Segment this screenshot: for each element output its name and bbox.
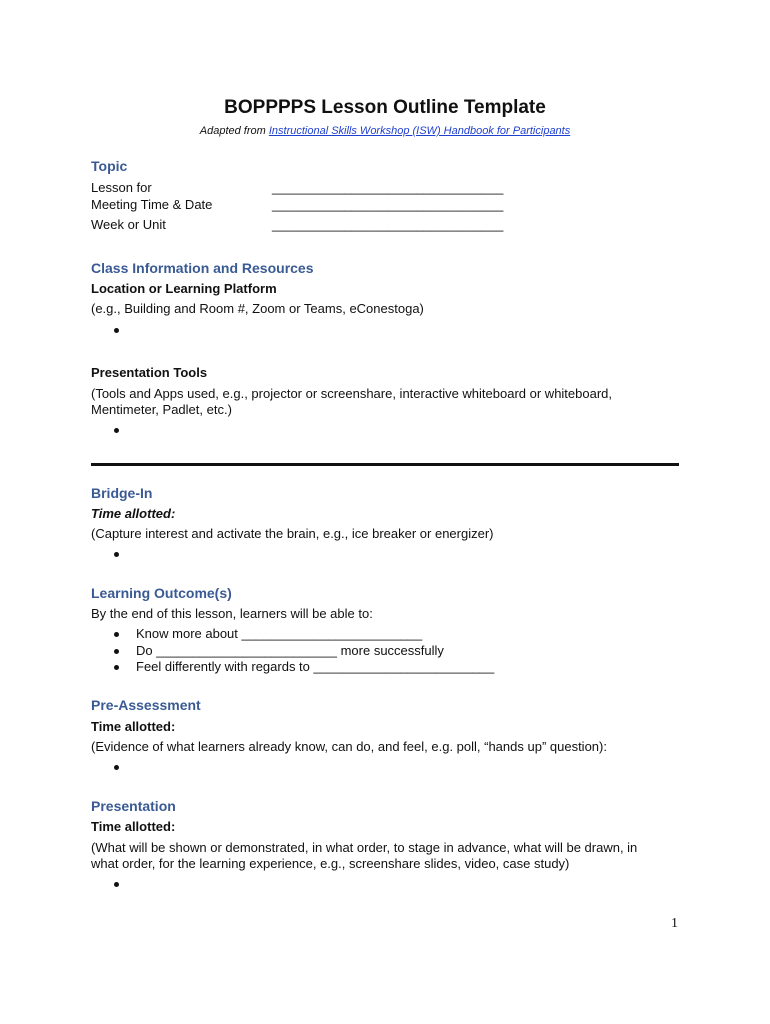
location-label: Location or Learning Platform — [91, 281, 277, 296]
document-title: BOPPPPS Lesson Outline Template — [224, 97, 546, 118]
isw-handbook-link[interactable]: Instructional Skills Workshop (ISW) Handbook for Participants — [268, 125, 571, 137]
location-hint: (e.g., Building and Room #, Zoom or Teams, eConestoga) — [91, 301, 424, 316]
pre-assessment-bullet — [114, 765, 119, 770]
page-number: 1 — [671, 916, 678, 931]
bridge-in-heading: Bridge-In — [91, 485, 153, 501]
adapted-from-prefix: Adapted from — [199, 125, 269, 137]
presentation-time-label: Time allotted: — [91, 819, 176, 834]
outcome-bullet-3 — [114, 665, 119, 670]
outcome-item-feel: Feel differently with regards to _________________________ — [136, 659, 495, 674]
outcomes-heading: Learning Outcome(s) — [91, 585, 232, 601]
presentation-bullet — [114, 882, 119, 887]
tools-bullet — [114, 428, 119, 433]
topic-label-week-unit: Week or Unit — [91, 217, 166, 232]
pre-assessment-hint: (Evidence of what learners already know, can do, and feel, e.g. poll, “hands up” question): — [91, 739, 607, 754]
section-divider — [91, 463, 679, 466]
pre-assessment-heading: Pre-Assessment — [91, 697, 201, 713]
bridge-in-hint: (Capture interest and activate the brain, e.g., ice breaker or energizer) — [91, 526, 494, 541]
pre-assessment-time-label: Time allotted: — [91, 719, 176, 734]
bridge-in-bullet — [114, 552, 119, 557]
outcome-bullet-1 — [114, 632, 119, 637]
outcome-item-know: Know more about _________________________ — [136, 626, 423, 641]
presentation-heading: Presentation — [91, 798, 176, 814]
class-info-heading: Class Information and Resources — [91, 260, 314, 276]
tools-label: Presentation Tools — [91, 365, 208, 380]
bridge-in-time-label: Time allotted: — [91, 506, 176, 521]
location-bullet — [114, 328, 119, 333]
outcomes-intro: By the end of this lesson, learners will be able to: — [91, 606, 373, 621]
tools-hint-line-2: Mentimeter, Padlet, etc.) — [91, 402, 232, 417]
adapted-from-line — [0, 125, 770, 137]
topic-blank-meeting-time[interactable]: ________________________________ — [272, 197, 504, 212]
topic-blank-lesson-for[interactable]: ________________________________ — [272, 180, 504, 195]
outcome-item-do: Do _________________________ more successfully — [136, 643, 444, 658]
topic-label-meeting-time: Meeting Time & Date — [91, 197, 213, 212]
tools-hint-line-1: (Tools and Apps used, e.g., projector or screenshare, interactive whiteboard or whiteboard, — [91, 386, 613, 401]
topic-blank-week-unit[interactable]: ________________________________ — [272, 217, 504, 232]
presentation-hint-line-2: what order, for the learning experience, e.g., screenshare slides, video, case study) — [91, 856, 570, 871]
presentation-hint-line-1: (What will be shown or demonstrated, in what order, to stage in advance, what will be drawn, in — [91, 840, 638, 855]
topic-label-lesson-for: Lesson for — [91, 180, 152, 195]
topic-heading: Topic — [91, 158, 128, 174]
outcome-bullet-2 — [114, 649, 119, 654]
